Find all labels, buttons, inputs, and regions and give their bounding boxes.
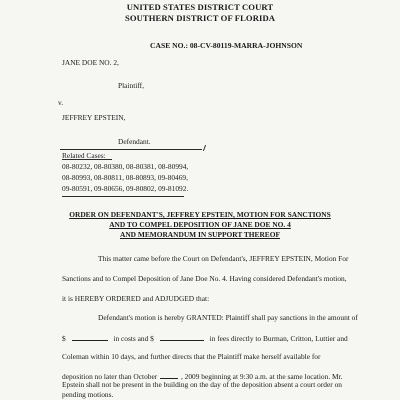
body-line-amounts <box>62 333 348 343</box>
costs-text: in costs and $ <box>113 334 154 343</box>
defendant-label: Defendant. <box>118 137 151 146</box>
body-line: pending motions. <box>62 390 114 399</box>
body-line: Defendant's motion is hereby GRANTED: Plaintiff shall pay sanctions in the amount of <box>98 313 358 322</box>
caption-slash <box>199 145 206 151</box>
plaintiff-name: JANE DOE NO. 2, <box>62 58 119 67</box>
caption-rule <box>60 149 202 150</box>
body-line: This matter came before the Court on Defendant's, JEFFREY EPSTEIN, Motion For <box>98 254 349 263</box>
order-title-line: AND TO COMPEL DEPOSITION OF JANE DOE NO. 4 <box>109 220 291 229</box>
plaintiff-label: Plaintiff, <box>118 81 144 90</box>
fees-blank <box>160 333 204 341</box>
related-cases-heading: Related Cases: <box>62 151 106 160</box>
related-cases-line: 08-80993, 08-80811, 08-80893, 09-80469, <box>62 173 188 182</box>
costs-blank <box>72 333 108 341</box>
related-cases-underline <box>62 159 112 160</box>
related-cases-line: 08-80232, 08-80380, 08-80381, 08-80994, <box>62 162 189 171</box>
court-name: UNITED STATES DISTRICT COURT <box>126 2 274 12</box>
body-line: Epstein shall not be present in the building on the day of the deposition absent a court order on <box>62 380 342 389</box>
body-line: Coleman within 10 days, and further directs that the Plaintiff make herself available for <box>62 352 321 361</box>
body-line: Sanctions and to Compel Deposition of Jane Doe No. 4. Having considered Defendant's motion, <box>62 274 347 283</box>
related-cases-line: 09-80591, 09-80656, 09-80802, 09-81092. <box>62 184 189 193</box>
body-line: it is HEREBY ORDERED and ADJUDGED that: <box>62 294 210 303</box>
order-title-line: AND MEMORANDUM IN SUPPORT THEREOF <box>119 230 280 239</box>
date-blank <box>160 371 178 379</box>
deposition-text: deposition no later than October <box>62 372 158 381</box>
court-district: SOUTHERN DISTRICT OF FLORIDA <box>124 13 276 23</box>
versus: v. <box>58 98 64 107</box>
order-title-line: ORDER ON DEFENDANT'S, JEFFREY EPSTEIN, MOTION FOR SANCTIONS <box>69 210 331 219</box>
defendant-name: JEFFREY EPSTEIN, <box>62 113 126 122</box>
dollar-sign: $ <box>62 334 66 343</box>
fees-text: in fees directly to Burman, Critton, Luttier and <box>209 334 348 343</box>
deposition-text-end: , 2009 beginning at 9:30 a.m. at the same location. Mr. <box>180 372 343 381</box>
case-number: CASE NO.: 08-CV-80119-MARRA-JOHNSON <box>150 41 303 50</box>
caption-bottom-rule <box>62 196 184 197</box>
